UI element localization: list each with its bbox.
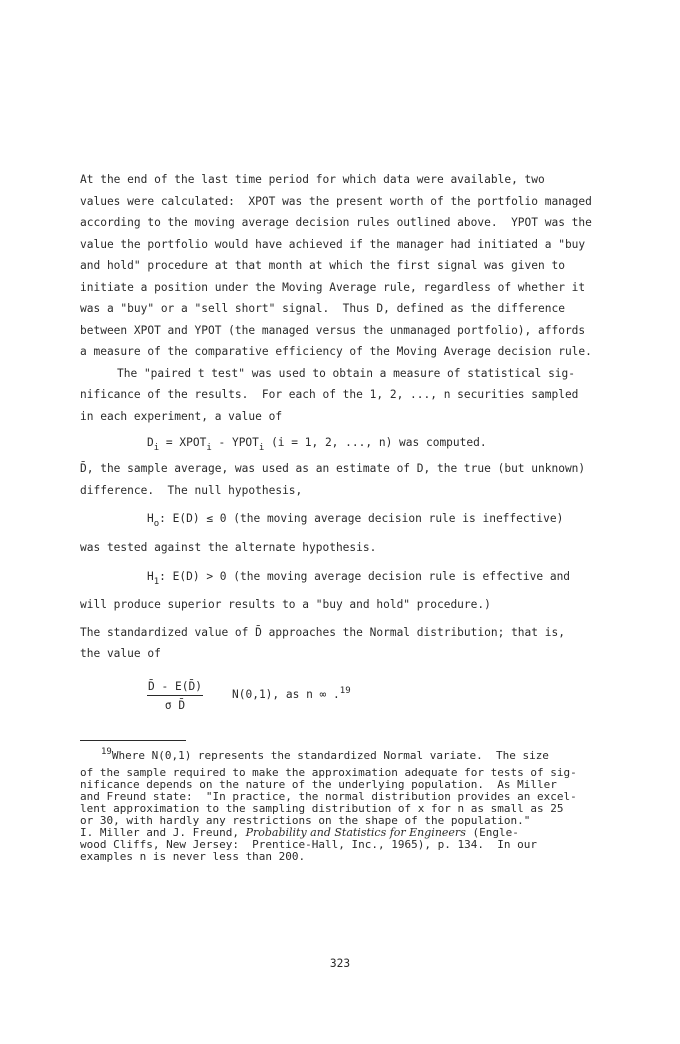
footnote-line: of the sample required to make the approximation adequate for tests of sig- [80, 766, 577, 779]
body-line: a measure of the comparative efficiency of the Moving Average decision rule. [80, 345, 592, 358]
body-line: nificance of the results. For each of the 1, 2, ..., n securities sampled [80, 388, 579, 401]
page-number: 323 [329, 957, 351, 970]
equation-subscript: i [258, 443, 265, 453]
alternate-hypothesis [147, 570, 570, 585]
equation-text: (i = 1, 2, ..., n) was computed. [264, 436, 487, 449]
equation-text: - YPOT [211, 436, 259, 449]
footnote-line: wood Cliffs, New Jersey: Prentice-Hall, Inc., 1965), p. 134. In our [80, 838, 537, 851]
body-line: value the portfolio would have achieved if the manager had initiated a "buy [80, 238, 586, 251]
equation-subscript: i [206, 443, 212, 453]
body-line: will produce superior results to a "buy and hold" procedure.) [80, 598, 491, 611]
reference-title: Probability and Statistics for Engineers [245, 826, 466, 839]
body-line: was a "buy" or a "sell short" signal. Thus D, defined as the difference [80, 302, 565, 315]
paragraph-start: The "paired t test" was used to obtain a measure of statistical sig- [117, 367, 576, 380]
footnote-reference: 19 [339, 686, 351, 696]
body-line: At the end of the last time period for which data were available, two [80, 173, 545, 186]
body-line: and hold" procedure at that month at which the first signal was given to [80, 259, 565, 272]
reference-authors: I. Miller and J. Freund, [80, 826, 246, 839]
equation-symbol: D [147, 436, 154, 449]
fraction-numerator: D̄ - E(D̄) [147, 680, 203, 696]
limit-text: N(0,1), as n ∞ . [232, 688, 340, 701]
body-line: initiate a position under the Moving Average rule, regardless of whether it [80, 281, 586, 294]
hypothesis-text: : E(D) > 0 (the moving average decision rule is effective and [159, 570, 571, 583]
hypothesis-subscript: o [153, 519, 160, 529]
footnote-divider [80, 740, 186, 741]
equation-text: = XPOT [159, 436, 207, 449]
footnote-text: Where N(0,1) represents the standardized Normal variate. The size [111, 749, 549, 762]
body-line: values were calculated: XPOT was the present worth of the portfolio managed [80, 195, 592, 208]
footnote-first-line [101, 747, 549, 763]
hypothesis-symbol: H [147, 570, 154, 583]
hypothesis-subscript: 1 [153, 577, 160, 587]
footnote-line: lent approximation to the sampling distribution of x for n as small as 25 [80, 802, 564, 815]
equation-d-i [147, 436, 487, 451]
null-hypothesis [147, 512, 563, 527]
hypothesis-symbol: H [147, 512, 154, 525]
footnote-line: and Freund state: "In practice, the normal distribution provides an excel- [80, 790, 577, 803]
body-line: difference. The null hypothesis, [80, 484, 303, 497]
body-line: between XPOT and YPOT (the managed versus the unmanaged portfolio), affords [80, 324, 586, 337]
equation-subscript: i [153, 443, 160, 453]
fraction-denominator: σ D̄ [164, 699, 186, 712]
body-line: the value of [80, 647, 161, 660]
body-line: was tested against the alternate hypothesis. [80, 541, 377, 554]
reference-text: (Engle- [465, 826, 519, 839]
standardized-fraction [147, 680, 203, 712]
hypothesis-text: : E(D) ≤ 0 (the moving average decision rule is ineffective) [159, 512, 564, 525]
body-line: according to the moving average decision rules outlined above. YPOT was the [80, 216, 592, 229]
footnote-line: examples n is never less than 200. [80, 850, 306, 863]
footnote-line: or 30, with hardly any restrictions on the shape of the population." [80, 814, 531, 827]
footnote-marker: 19 [101, 747, 112, 757]
body-line: The standardized value of D̄ approaches the Normal distribution; that is, [80, 626, 565, 639]
body-line: D̄, the sample average, was used as an estimate of D, the true (but unknown) [80, 462, 586, 475]
footnote-line: nificance depends on the nature of the underlying population. As Miller [80, 778, 557, 791]
distribution-limit [232, 688, 351, 703]
body-line: in each experiment, a value of [80, 410, 283, 423]
